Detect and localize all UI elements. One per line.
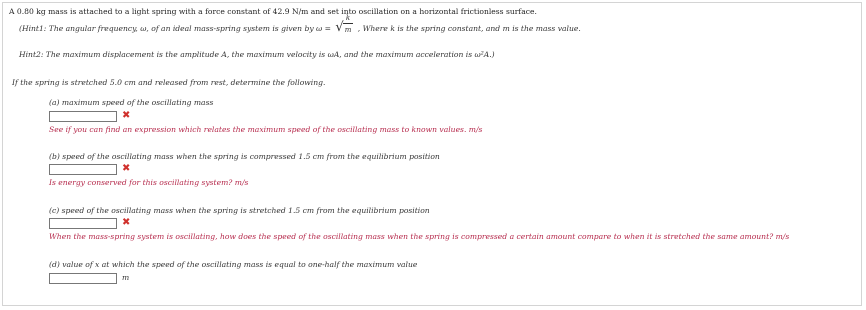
formula-numerator: k — [345, 14, 351, 22]
x-mark-icon: ✖ — [122, 163, 131, 174]
answer-b-input[interactable] — [49, 164, 117, 175]
answer-c-input[interactable] — [49, 218, 117, 229]
problem-panel — [2, 2, 862, 306]
answer-d-input[interactable] — [49, 273, 117, 284]
x-mark-icon: ✖ — [122, 110, 131, 121]
formula-denominator: m — [344, 26, 352, 34]
square-root-symbol: √ — [335, 20, 344, 35]
hint-1 — [19, 14, 581, 35]
question-b-label: (b) speed of the oscillating mass when the spring is compressed 1.5 cm from the equilibrium position — [49, 152, 440, 161]
angular-frequency-formula — [335, 14, 353, 35]
question-a-label: (a) maximum speed of the oscillating mass — [49, 98, 214, 107]
question-a-feedback: See if you can find an expression which relates the maximum speed of the oscillating mass to known values. m/s — [49, 125, 483, 134]
answer-a-input[interactable] — [49, 111, 117, 122]
question-b-feedback: Is energy conserved for this oscillating system? m/s — [49, 178, 249, 187]
question-c-feedback: When the mass-spring system is oscillating, how does the speed of the oscillating mass when the spring is compressed a certain amount compare to when it is stretched the same amount? m/s — [49, 232, 790, 241]
question-c-label: (c) speed of the oscillating mass when the spring is stretched 1.5 cm from the equilibrium position — [49, 206, 430, 215]
x-mark-icon: ✖ — [122, 217, 131, 228]
problem-statement: If the spring is stretched 5.0 cm and released from rest, determine the following. — [12, 78, 326, 87]
answer-d-unit: m — [122, 273, 130, 282]
hint-1-text-after: , Where k is the spring constant, and m is the mass value. — [357, 24, 581, 33]
hint-1-text-before: (Hint1: The angular frequency, ω, of an ideal mass-spring system is given by ω = — [19, 24, 331, 33]
hint-2: Hint2: The maximum displacement is the amplitude A, the maximum velocity is ωA, and the maximum acceleration is ω²A.) — [19, 50, 495, 59]
formula-fraction — [343, 14, 354, 35]
problem-intro: A 0.80 kg mass is attached to a light spring with a force constant of 42.9 N/m and set into oscillation on a horizontal frictionless surface. — [9, 7, 537, 16]
question-d-label: (d) value of x at which the speed of the oscillating mass is equal to one-half the maximum value — [49, 260, 418, 269]
